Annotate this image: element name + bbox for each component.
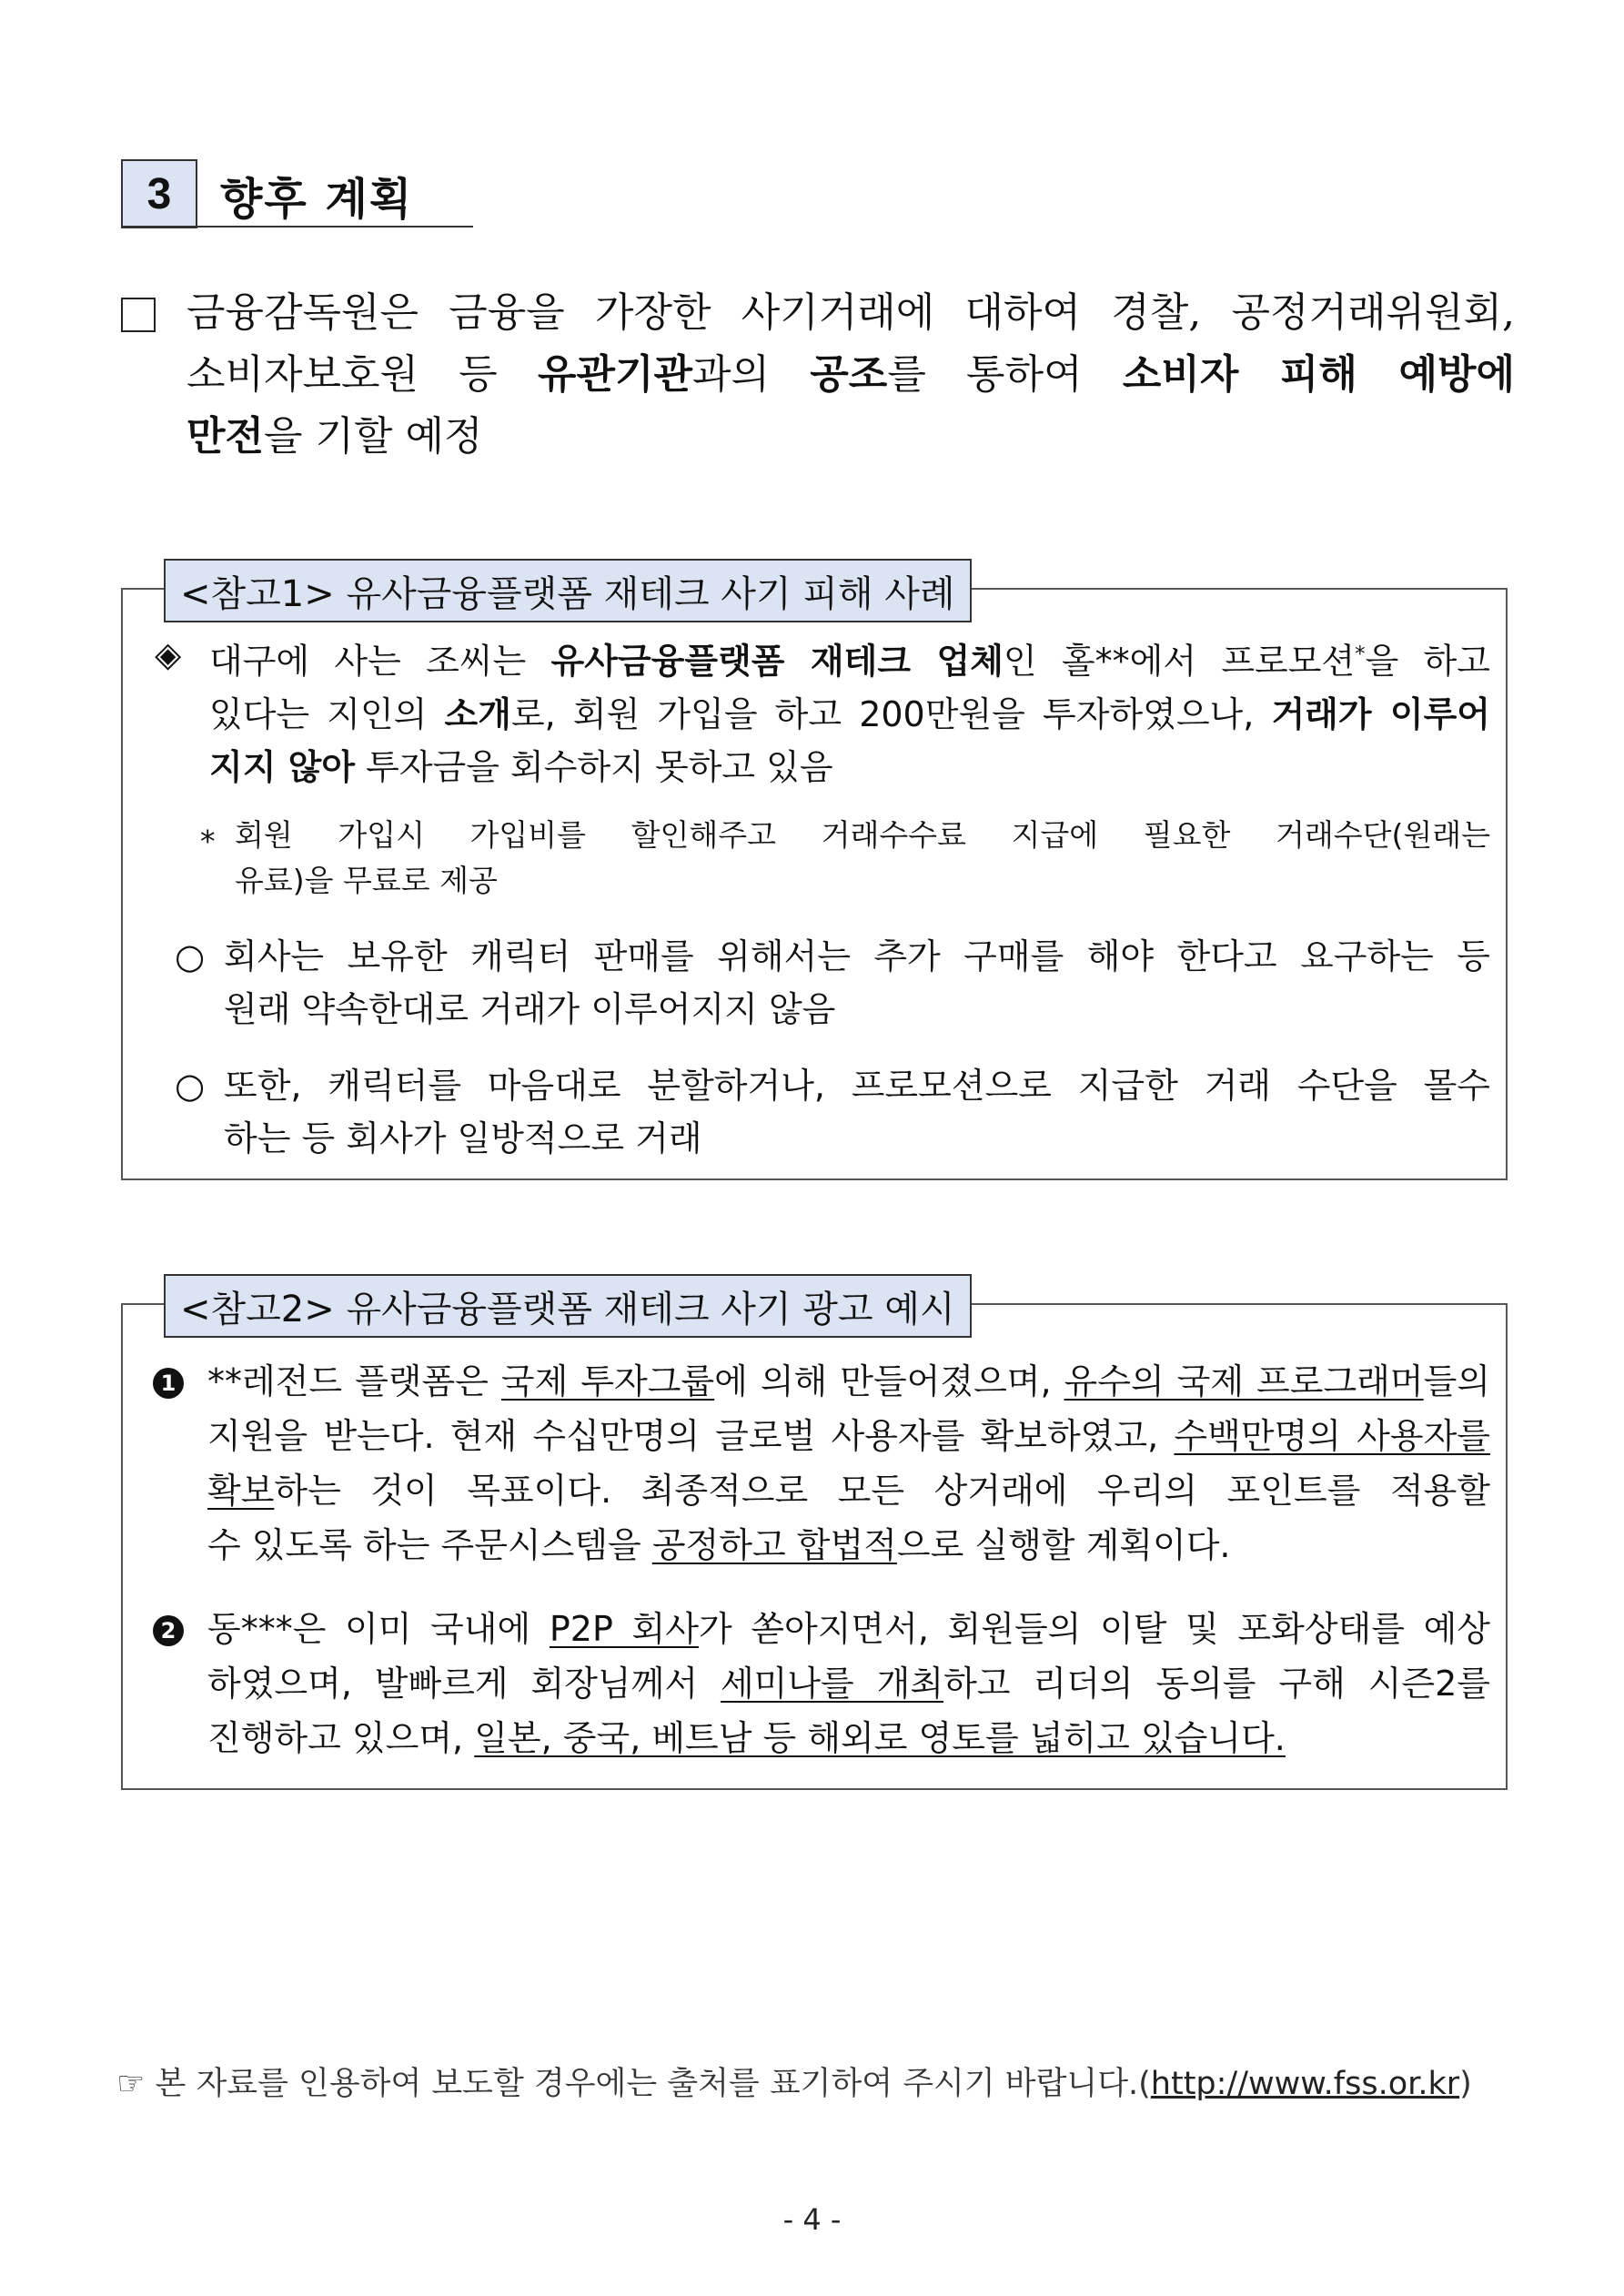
text-run: 지원을 받는다. 현재 수십만명의 글로벌 사용자를 확보하였고, (207, 1416, 1175, 1456)
text-run-bold: 소비자 피해 예방에 (1122, 351, 1516, 398)
text-run: 있다는 지인의 (209, 693, 445, 734)
reference-1-label: <참고1> 유사금융플랫폼 재테크 사기 피해 사례 (164, 559, 972, 622)
text-run-underlined: 국제 투자그룹 (500, 1361, 715, 1401)
text-run-underlined: 공정하고 합법적 (651, 1525, 897, 1565)
text-run: 인 홀**에서 프로모션 (1003, 641, 1356, 682)
section-number: 3 (121, 159, 197, 228)
text-run: 으로 실행할 계획이다. (896, 1525, 1231, 1565)
case-paragraph (209, 628, 1490, 794)
ad-example-1 (207, 1354, 1490, 1573)
ad-2-line-1 (207, 1602, 1490, 1656)
page-number: - 4 - (782, 2202, 842, 2237)
section-underline (121, 226, 473, 228)
intro-paragraph (187, 282, 1515, 468)
text-run: 를 통하여 (887, 351, 1123, 398)
circle-bullet-icon: ○ (175, 936, 206, 976)
text-run: 로, 회원 가입을 하고 200만원을 투자하였으나, (510, 693, 1272, 734)
case-point-2 (224, 930, 1490, 1036)
text-run: 하였으며, 발빠르게 회장님께서 (207, 1664, 721, 1704)
text-run: 소비자보호원 등 (187, 351, 539, 398)
case-point-2-line-2: 원래 약속한대로 거래가 이루어지지 않음 (224, 989, 836, 1029)
footnote-paragraph (235, 813, 1490, 904)
text-run: 수 있도록 하는 주문시스템을 (207, 1525, 652, 1565)
text-run-bold: 소개 (444, 693, 511, 734)
text-run: 들의 (1423, 1361, 1491, 1401)
intro-line-2 (187, 344, 1515, 406)
text-run: 투자금을 회수하지 못하고 있음 (355, 746, 833, 787)
footnote-line-2: 유료)을 무료로 제공 (235, 863, 498, 898)
text-run: 에 의해 만들어졌으며, (714, 1361, 1064, 1401)
ad-2-line-2 (207, 1656, 1490, 1711)
ad-1-line-3 (207, 1463, 1490, 1518)
pointing-hand-icon: ☞ (116, 2066, 146, 2102)
text-run-underlined: 유수의 국제 프로그래머 (1064, 1361, 1424, 1401)
text-run-bold: 지지 않아 (209, 746, 356, 787)
fss-website-link[interactable]: http://www.fss.or.kr (1150, 2066, 1460, 2102)
footnote-mark: * (1355, 642, 1366, 666)
ad-1-line-2 (207, 1409, 1490, 1463)
text-run-bold: 유관기관 (538, 351, 693, 398)
case-line-1 (209, 628, 1490, 688)
text-run-bold: 공조 (810, 351, 888, 398)
text-run: 하고 리더의 동의를 구해 시즌2를 (943, 1664, 1490, 1704)
intro-line-3 (187, 406, 1515, 468)
number-1-icon: 1 (153, 1368, 184, 1399)
text-run: **레전드 플랫폼은 (207, 1361, 501, 1401)
ad-example-2 (207, 1602, 1490, 1765)
text-run-underlined: 확보 (207, 1471, 275, 1511)
text-run-underlined: 수백만명의 사용자를 (1174, 1416, 1490, 1456)
text-run: 동***은 이미 국내에 (207, 1609, 550, 1649)
case-point-3 (224, 1059, 1490, 1165)
text-run: 을 기할 예정 (264, 413, 483, 460)
number-2-icon: 2 (153, 1615, 184, 1646)
text-run-underlined: P2P 회사 (549, 1609, 699, 1649)
text-run-bold: 거래가 이루어 (1271, 693, 1490, 734)
text-run: 을 하고 (1365, 641, 1490, 682)
section-title: 향후 계획 (220, 174, 414, 225)
checkbox-bullet-icon (121, 298, 156, 332)
ad-1-line-4 (207, 1518, 1490, 1573)
citation-close: ) (1459, 2066, 1472, 2102)
text-run: 진행하고 있으며, (207, 1718, 475, 1758)
citation-text: 본 자료를 인용하여 보도할 경우에는 출처를 표기하여 주시기 바랍니다.( (145, 2066, 1151, 2102)
text-run-bold: 유사금융플랫폼 재테크 업체 (550, 641, 1004, 682)
text-run: 과의 (692, 351, 811, 398)
text-run-bold: 만전 (187, 413, 265, 460)
circle-bullet-icon: ○ (175, 1066, 206, 1106)
text-run-underlined: 일본, 중국, 베트남 등 해외로 영토를 넓히고 있습니다. (474, 1718, 1286, 1758)
text-run-underlined: 세미나를 개최 (720, 1664, 944, 1704)
text-run: 하는 것이 목표이다. 최종적으로 모든 상거래에 우리의 포인트를 적용할 (274, 1471, 1490, 1511)
intro-line-1: 금융감독원은 금융을 가장한 사기거래에 대하여 경찰, 공정거래위원회, (187, 289, 1515, 336)
citation-notice (116, 2058, 1472, 2104)
case-line-2 (209, 688, 1490, 741)
case-point-3-line-2: 하는 등 회사가 일방적으로 거래 (224, 1118, 702, 1158)
case-line-3 (209, 741, 1490, 794)
case-point-3-line-1: 또한, 캐릭터를 마음대로 분할하거나, 프로모션으로 지급한 거래 수단을 몰수 (224, 1066, 1490, 1106)
text-run: 대구에 사는 조씨는 (209, 641, 551, 682)
footnote-line-1: 회원 가입시 가입비를 할인해주고 거래수수료 지급에 필요한 거래수단(원래는 (235, 817, 1490, 853)
case-point-2-line-1: 회사는 보유한 캐릭터 판매를 위해서는 추가 구매를 해야 한다고 요구하는 등 (224, 936, 1490, 976)
text-run: 가 쏟아지면서, 회원들의 이탈 및 포화상태를 예상 (698, 1609, 1490, 1649)
ad-2-line-3 (207, 1711, 1490, 1765)
footnote-star: * (200, 824, 216, 859)
reference-2-label: <참고2> 유사금융플랫폼 재테크 사기 광고 예시 (164, 1274, 972, 1338)
ad-1-line-1 (207, 1354, 1490, 1409)
diamond-bullet-icon: ◈ (155, 634, 182, 674)
